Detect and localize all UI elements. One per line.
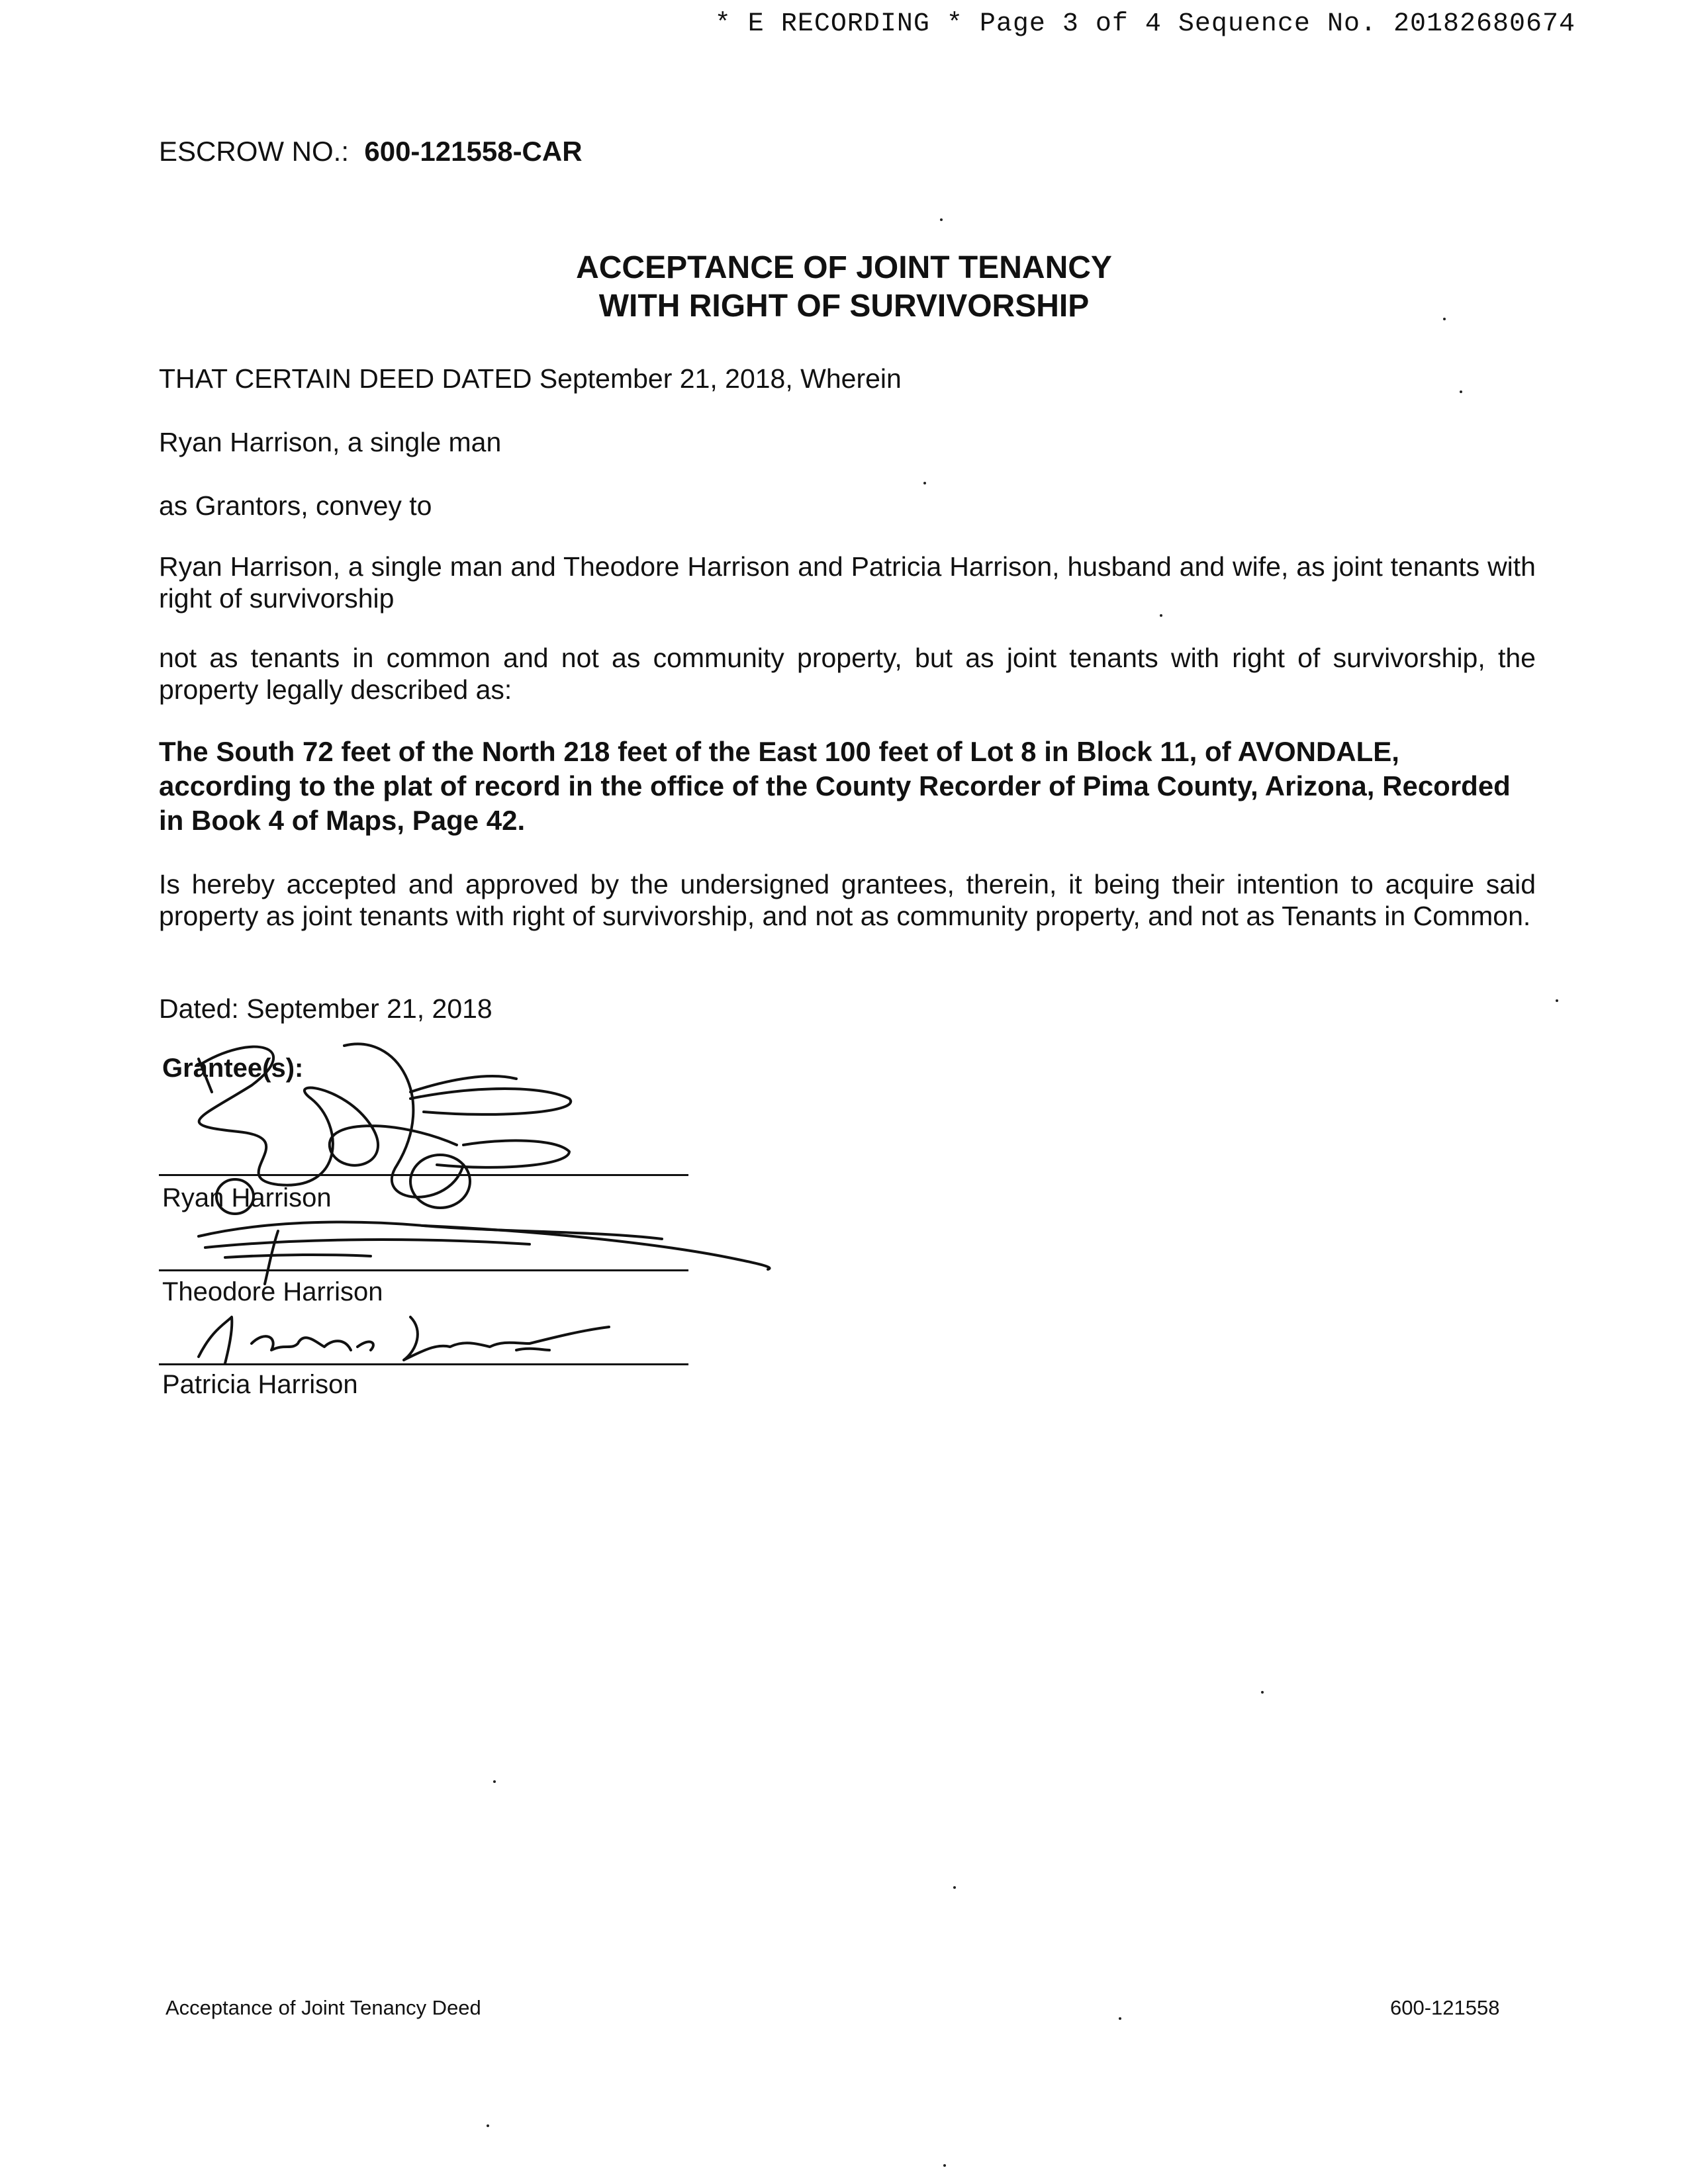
grantees-paragraph: Ryan Harrison, a single man and Theodore Harrison and Patricia Harrison, husband and wife, as joint tenants with right of survivorship: [159, 551, 1536, 614]
signature-line-1: [159, 1174, 688, 1176]
signature-line-3: [159, 1363, 688, 1365]
signer-name-2: Theodore Harrison: [162, 1277, 383, 1306]
escrow-number: [159, 136, 583, 167]
footer-document-name: Acceptance of Joint Tenancy Deed: [165, 1996, 481, 2019]
deed-line: THAT CERTAIN DEED DATED September 21, 2018, Wherein: [159, 363, 902, 394]
convey-line: as Grantors, convey to: [159, 490, 432, 521]
signature-theodore: [199, 1222, 662, 1239]
title-line-1: ACCEPTANCE OF JOINT TENANCY: [576, 250, 1112, 285]
signature-patricia: [199, 1317, 232, 1363]
recording-stamp: * E RECORDING * Page 3 of 4 Sequence No. 20182680674: [714, 9, 1575, 39]
escrow-label: ESCROW NO.:: [159, 136, 350, 167]
document-title: [0, 249, 1688, 326]
not-as-paragraph: not as tenants in common and not as community property, but as joint tenants with right of survivorship, the property legally described as:: [159, 643, 1536, 705]
signer-name-1: Ryan Harrison: [162, 1183, 332, 1212]
signer-name-3: Patricia Harrison: [162, 1370, 358, 1399]
grantees-heading: Grantee(s):: [162, 1054, 304, 1083]
dated-line: Dated: September 21, 2018: [159, 993, 492, 1024]
escrow-value: 600-121558-CAR: [364, 136, 583, 167]
signature-line-2: [159, 1269, 688, 1271]
grantor-line: Ryan Harrison, a single man: [159, 427, 502, 457]
acceptance-paragraph: Is hereby accepted and approved by the undersigned grantees, therein, it being their intention to acquire said property as joint tenants with right of survivorship, and not as community property, and not as Tenants in Common.: [159, 869, 1536, 931]
title-line-2: WITH RIGHT OF SURVIVORSHIP: [598, 289, 1090, 324]
legal-description: The South 72 feet of the North 218 feet of the East 100 feet of Lot 8 in Block 11, of AVONDALE, according to the plat of record in the office of the County Recorder of Pima County, Arizona, Recorded in Book 4 of Maps, Page 42.: [159, 736, 1511, 836]
footer-escrow-ref: 600-121558: [1390, 1996, 1500, 2019]
